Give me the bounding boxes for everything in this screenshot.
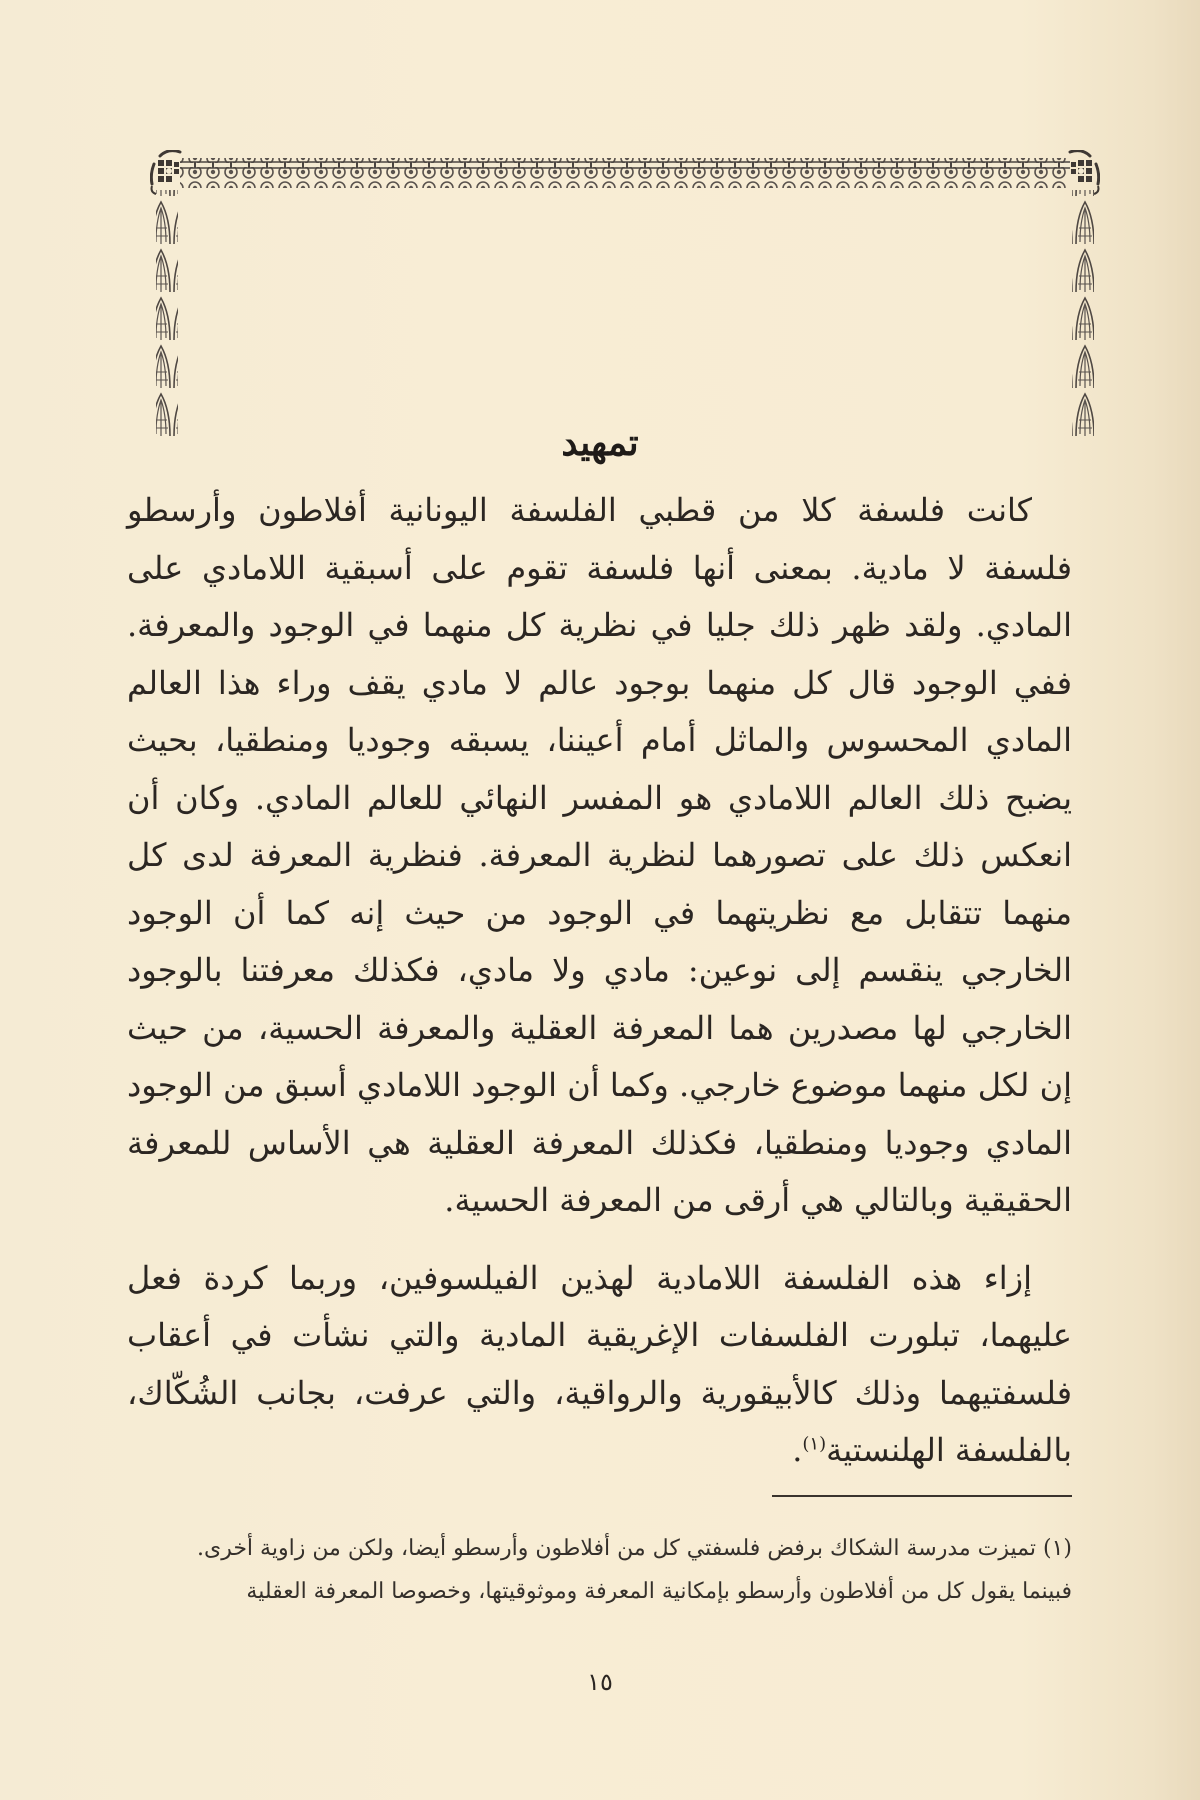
paragraph-text: إزاء هذه الفلسفة اللامادية لهذين الفيلسوفين، وربما كردة فعل عليهما، تبلورت الفلسفات الإغريقية المادية والتي نشأت في أعقاب فلسفتيهما وذلك كالأبيقورية والرواقية، والتي عرفت، بجانب الشُكّاك، بالفلسفة الهلنستية	[127, 1258, 1072, 1469]
ornamental-frame	[150, 150, 1100, 440]
footnotes	[127, 1527, 1072, 1613]
paragraph	[127, 482, 1072, 1230]
footnote-line	[127, 1570, 1072, 1613]
paragraph-tail: .	[792, 1431, 803, 1469]
page-number: ١٥	[587, 1668, 613, 1696]
chapter-title: تمهيد	[561, 422, 639, 465]
paragraph	[127, 1250, 1072, 1480]
footnote-reference[interactable]: (١)	[802, 1433, 827, 1455]
footnote-marker: (١)	[1042, 1536, 1072, 1561]
footnote-text: تميزت مدرسة الشكاك برفض فلسفتي كل من أفلاطون وأرسطو أيضا، ولكن من زاوية أخرى.	[196, 1536, 1036, 1561]
body-text	[127, 482, 1072, 1480]
paragraph-text: كانت فلسفة كلا من قطبي الفلسفة اليونانية أفلاطون وأرسطو فلسفة لا مادية. بمعنى أنها فلسفة تقوم على أسبقية اللامادي على المادي. ولقد ظهر ذلك جليا في نظرية كل منهما في الوجود والمعرفة. ففي الوجود قال كل منهما بوجود عالم لا مادي يقف وراء هذا العالم المادي المحسوس والماثل أمام أعيننا، يسبقه وجوديا ومنطقيا، بحيث يضبح ذلك العالم اللامادي هو المفسر النهائي للعالم المادي. وكان أن انعكس ذلك على تصورهما لنظرية المعرفة. فنظرية المعرفة لدى كل منهما تتقابل مع نظريتهما في الوجود من حيث إنه كما أن الوجود الخارجي ينقسم إلى نوعين: مادي ولا مادي، فكذلك معرفتنا بالوجود الخارجي لها مصدرين هما المعرفة العقلية والمعرفة الحسية، من حيث إن لكل منهما موضوع خارجي. وكما أن الوجود اللامادي أسبق من الوجود المادي وجوديا ومنطقيا، فكذلك المعرفة العقلية هي الأساس للمعرفة الحقيقية وبالتالي هي أرقى من المعرفة الحسية.	[127, 491, 1073, 1219]
footnote-divider	[772, 1495, 1072, 1497]
footnote-line	[127, 1527, 1072, 1570]
footnote-text: فبينما يقول كل من أفلاطون وأرسطو بإمكانية المعرفة وموثوقيتها، وخصوصا المعرفة العقلية	[246, 1579, 1072, 1604]
